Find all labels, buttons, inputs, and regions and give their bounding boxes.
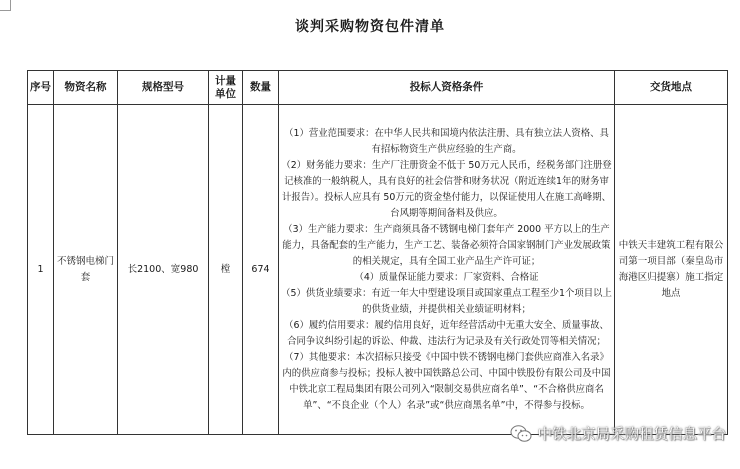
qualification-item-4: （4）质量保证能力要求：厂家资料、合格证 <box>354 271 539 283</box>
header-seq: 序号 <box>28 71 54 105</box>
cell-qualifications <box>279 105 615 435</box>
cell-seq: 1 <box>28 105 54 435</box>
qualification-item-1: （1）营业范围要求：在中华人民共和国境内依法注册、具有独立法人资格、具有招标物资生产供应经验的生产商。 <box>284 127 609 155</box>
table-row <box>28 105 728 435</box>
cell-name: 不锈钢电梯门套 <box>54 105 118 435</box>
cell-delivery: 中铁天丰建筑工程有限公司第一项目部（秦皇岛市海港区归提寨）施工指定地点 <box>615 105 728 435</box>
header-qualifications: 投标人资格条件 <box>279 71 615 105</box>
document-title: 谈判采购物资包件清单 <box>295 19 445 35</box>
qualification-item-7: （7）其他要求：本次招标只接受《中国中铁不锈钢电梯门套供应商准入名录》内的供应商参与投标；投标人被中国铁路总公司、中国中铁股份有限公司及中国中铁北京工程局集团有限公司列入“限制交易供应商名单”、“不合格供应商名单”、“不良企业（个人）名录”或“供应商黑名单”中，不得参与投标。 <box>282 351 611 411</box>
cell-qty: 674 <box>243 105 279 435</box>
cell-spec: 长2100、宽980 <box>118 105 209 435</box>
watermark-text: 中铁北京局采购租赁信息平台 <box>537 427 726 443</box>
qualification-item-2: （2）财务能力要求：生产厂注册资金不低于 50万元人民币，经税务部门注册登记核准的一般纳税人，具有良好的社会信誉和财务状况（附近连续1年的财务审计报告）。投标人应具有 50万元的资金垫付能力，以保证使用人在施工高峰期、台风期等期间备料及供应。 <box>281 159 612 219</box>
qualification-item-3: （3）生产能力要求：生产商须具备不锈钢电梯门套年产 2000 平方以上的生产能力，具备配套的生产能力，生产工艺、装备必须符合国家钢制门产业发展政策的相关规定，具有全国工业产品生产许可证； <box>282 223 611 267</box>
header-spec: 规格型号 <box>118 71 209 105</box>
qualification-item-6: （6）履约信用要求：履约信用良好，近年经营活动中无重大安全、质量事故、合同争议纠纷引起的诉讼、仲裁、违法行为记录及有关行政处罚等相关情况； <box>284 319 609 347</box>
header-delivery: 交货地点 <box>615 71 728 105</box>
cell-unit: 樘 <box>209 105 243 435</box>
header-qty: 数量 <box>243 71 279 105</box>
page-corner-mark <box>0 0 11 11</box>
procurement-table <box>27 70 728 435</box>
header-name: 物资名称 <box>54 71 118 105</box>
wechat-icon <box>510 424 532 443</box>
table-header-row <box>28 71 728 105</box>
watermark <box>510 423 727 444</box>
qualification-item-5: （5）供货业绩要求：有近一年大中型建设项目或国家重点工程至少1个项目以上的供货业绩，并提供相关业绩证明材料； <box>281 287 612 315</box>
header-unit: 计量单位 <box>209 71 243 105</box>
